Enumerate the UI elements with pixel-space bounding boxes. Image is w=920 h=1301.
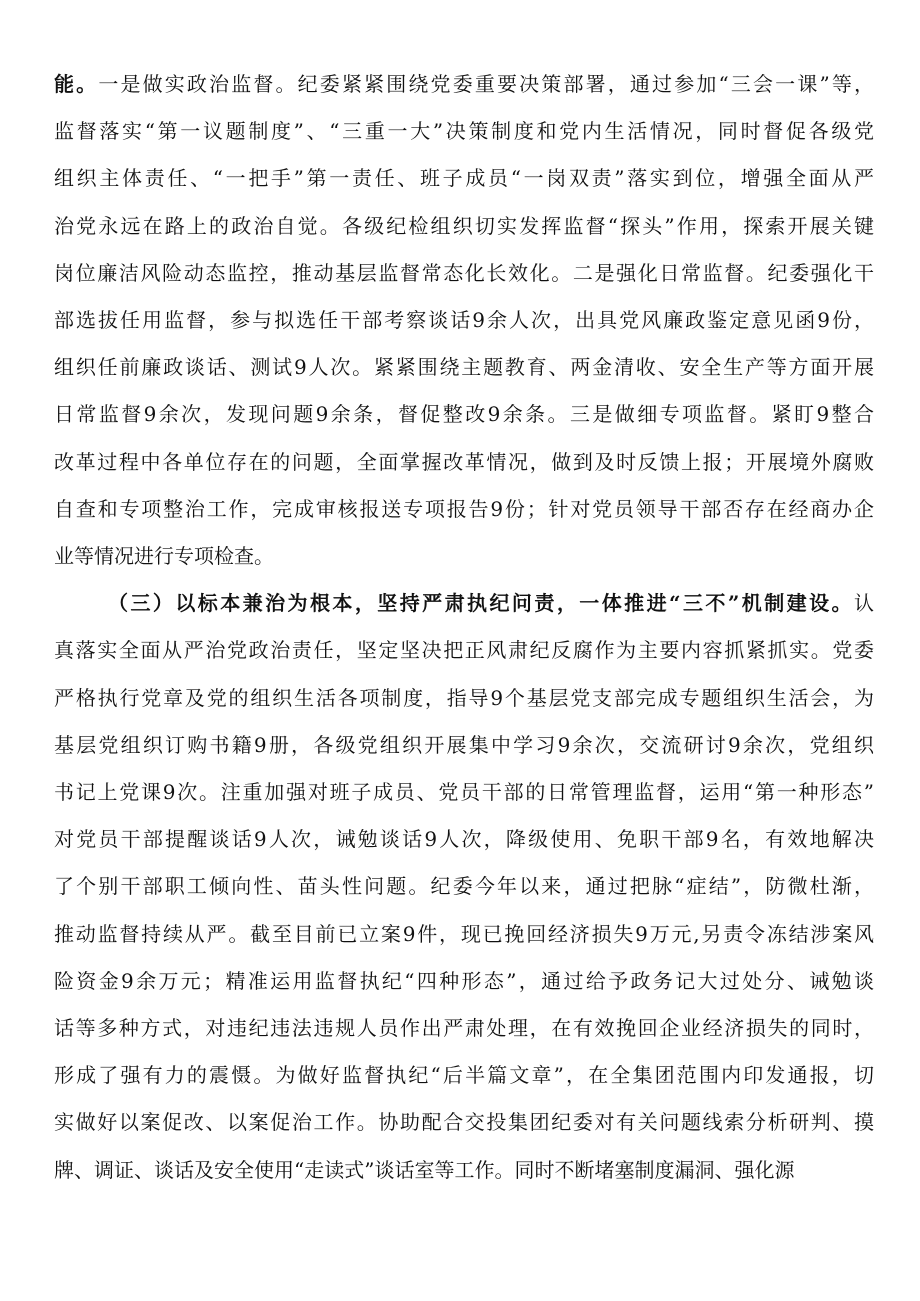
- body-text: 推动监督持续从严。截至目前已立案9件，现已挽回经济损失9万元,另责令冻结涉案风: [54, 921, 874, 946]
- text-line: [54, 630, 874, 670]
- body-text: 真落实全面从严治党政治责任，坚定坚决把正风肃纪反腐作为主要内容抓紧抓实。党委: [54, 638, 874, 663]
- body-text: 组织任前廉政谈话、测试9人次。紧紧围绕主题教育、两金清收、安全生产等方面开展: [54, 355, 874, 380]
- text-line: [54, 1102, 874, 1142]
- body-text: 书记上党课9次。注重加强对班子成员、党员干部的日常管理监督，运用“第一种形态”: [54, 780, 874, 804]
- text-line: [54, 866, 874, 906]
- body-text: 业等情况进行专项检查。: [54, 544, 274, 568]
- body-text: 牌、调证、谈话及安全使用“走读式”谈话室等工作。同时不断堵塞制度漏洞、强化源: [54, 1157, 795, 1182]
- text-line: [54, 772, 874, 812]
- body-text: 话等多种方式，对违纪违法违规人员作出严肃处理，在有效挽回企业经济损失的同时，: [54, 1016, 874, 1040]
- body-text: 基层党组织订购书籍9册，各级党组织开展集中学习9余次，交流研讨9余次，党组织: [54, 732, 874, 757]
- text-line: [54, 347, 874, 387]
- text-line: [54, 1055, 874, 1095]
- text-line: [54, 394, 874, 434]
- text-line: [54, 300, 874, 340]
- body-text: 组织主体责任、“一把手”第一责任、班子成员“一岗双责”落实到位，增强全面从严: [54, 166, 874, 191]
- body-text: 认: [854, 591, 874, 616]
- body-text: 一是做实政治监督。纪委紧紧围绕党委重要决策部署，通过参加“三会一课”等，: [98, 72, 874, 96]
- text-line: [54, 64, 874, 104]
- text-line: [54, 442, 874, 482]
- body-text: 了个别干部职工倾向性、苗头性问题。纪委今年以来，通过把脉“症结”，防微杜渐，: [54, 874, 874, 899]
- body-text: 改革过程中各单位存在的问题，全面掌握改革情况，做到及时反馈上报；开展境外腐败: [54, 449, 874, 474]
- body-text: 自查和专项整治工作，完成审核报送专项报告9份；针对党员领导干部否存在经商办企: [54, 496, 874, 521]
- text-line: [54, 158, 874, 198]
- text-line: [54, 536, 874, 576]
- bold-heading-text: （三）以标本兼治为根本，坚持严肃执纪问责，一体推进“三不”机制建设。: [108, 591, 854, 616]
- text-line: [54, 253, 874, 293]
- text-line: [54, 1008, 874, 1048]
- bold-heading-text: 能。: [54, 72, 99, 96]
- body-text: 实做好以案促改、以案促治工作。协助配合交投集团纪委对有关问题线索分析研判、摸: [54, 1110, 874, 1135]
- body-text: 形成了强有力的震慑。为做好监督执纪“后半篇文章”，在全集团范围内印发通报，切: [54, 1063, 874, 1088]
- text-line: [54, 961, 874, 1001]
- text-line: [54, 819, 874, 859]
- body-text: 监督落实“第一议题制度”、“三重一大”决策制度和党内生活情况，同时督促各级党: [54, 119, 874, 144]
- body-text: 日常监督9余次，发现问题9余条，督促整改9余条。三是做细专项监督。紧盯9整合: [54, 402, 874, 427]
- body-text: 险资金9余万元；精准运用监督执纪“四种形态”，通过给予政务记大过处分、诫勉谈: [54, 968, 874, 993]
- text-line: [54, 206, 874, 246]
- text-line: [108, 583, 874, 623]
- text-line: [54, 1150, 874, 1190]
- body-text: 严格执行党章及党的组织生活各项制度，指导9个基层党支部完成专题组织生活会，为: [54, 685, 874, 710]
- body-text: 部选拔任用监督，参与拟选任干部考察谈话9余人次，出具党风廉政鉴定意见函9份，: [54, 308, 874, 332]
- body-text: 治党永远在路上的政治自觉。各级纪检组织切实发挥监督“探头”作用，探索开展关键: [54, 213, 874, 238]
- body-text: 对党员干部提醒谈话9人次，诫勉谈话9人次，降级使用、免职干部9名，有效地解决: [54, 827, 874, 852]
- text-line: [54, 725, 874, 765]
- text-line: [54, 678, 874, 718]
- text-line: [54, 914, 874, 954]
- text-line: [54, 111, 874, 151]
- body-text: 岗位廉洁风险动态监控，推动基层监督常态化长效化。二是强化日常监督。纪委强化干: [54, 260, 874, 285]
- text-line: [54, 489, 874, 529]
